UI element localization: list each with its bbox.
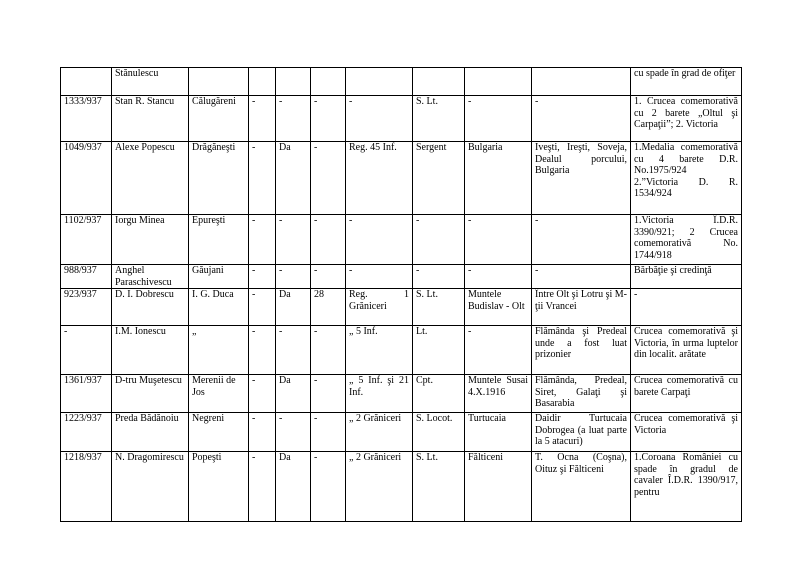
cell-col-b: -: [276, 265, 311, 289]
cell-col-a: -: [249, 96, 276, 142]
cell-decorations: -: [631, 289, 742, 326]
cell-rank: S. Lt.: [413, 452, 465, 522]
cell-col-b: Da: [276, 142, 311, 215]
cell-battles: T. Ocna (Coşna), Oituz şi Fălticeni: [532, 452, 631, 522]
cell-place: Muntele Susai 4.X.1916: [465, 375, 532, 413]
cell-name: Alexe Popescu: [112, 142, 189, 215]
cell-name: I.M. Ionescu: [112, 326, 189, 375]
cell-name: Iorgu Minea: [112, 215, 189, 265]
cell-name: Preda Bădănoiu: [112, 413, 189, 452]
cell-place: -: [465, 326, 532, 375]
cell-locality: Drăgăneşti: [189, 142, 249, 215]
cell-col-b: Da: [276, 375, 311, 413]
cell-name: N. Dragomirescu: [112, 452, 189, 522]
cell-record-number: 1049/937: [61, 142, 112, 215]
cell-locality: Negreni: [189, 413, 249, 452]
cell-place: Turtucaia: [465, 413, 532, 452]
cell-decorations: Crucea comemorativă cu barete Carpaţi: [631, 375, 742, 413]
cell-locality: Călugăreni: [189, 96, 249, 142]
cell-name: D-tru Muşetescu: [112, 375, 189, 413]
cell-decorations: Bărbăţie şi credinţă: [631, 265, 742, 289]
cell-col-c: -: [311, 452, 346, 522]
cell-rank: Sergent: [413, 142, 465, 215]
cell-unit: „ 5 Inf.: [346, 326, 413, 375]
cell-record-number: [61, 68, 112, 96]
cell-col-c: -: [311, 96, 346, 142]
cell-unit: -: [346, 215, 413, 265]
cell-unit: „ 5 Inf. şi 21 Inf.: [346, 375, 413, 413]
table-row: [61, 326, 742, 375]
cell-rank: S. Locot.: [413, 413, 465, 452]
cell-record-number: 923/937: [61, 289, 112, 326]
cell-name: Stan R. Stancu: [112, 96, 189, 142]
table-row: [61, 215, 742, 265]
cell-decorations: 1.Coroana României cu spade în gradul de cavaler Î.D.R. 1390/917, pentru: [631, 452, 742, 522]
cell-col-a: -: [249, 326, 276, 375]
records-table: [60, 67, 742, 522]
cell-col-a: -: [249, 413, 276, 452]
cell-battles: Între Olt şi Lotru şi M-ţii Vrancei: [532, 289, 631, 326]
cell-place: [465, 68, 532, 96]
table-row: [61, 68, 742, 96]
cell-battles: Daidir Turtucaia Dobrogea (a luat parte la 5 atacuri): [532, 413, 631, 452]
cell-col-b: Da: [276, 452, 311, 522]
cell-unit: -: [346, 96, 413, 142]
cell-locality: Epureşti: [189, 215, 249, 265]
cell-col-b: -: [276, 96, 311, 142]
cell-locality: Merenii de Jos: [189, 375, 249, 413]
cell-col-a: -: [249, 142, 276, 215]
cell-battles: Iveşti, Ireşti, Soveja, Dealul porcului, Bulgaria: [532, 142, 631, 215]
cell-col-c: -: [311, 142, 346, 215]
cell-unit: [346, 68, 413, 96]
cell-col-c: -: [311, 375, 346, 413]
cell-record-number: 1102/937: [61, 215, 112, 265]
cell-name: Stănulescu: [112, 68, 189, 96]
cell-battles: Flămânda, Predeal, Siret, Galaţi şi Basarabia: [532, 375, 631, 413]
cell-rank: S. Lt.: [413, 289, 465, 326]
cell-col-a: -: [249, 215, 276, 265]
cell-battles: -: [532, 215, 631, 265]
cell-record-number: 1218/937: [61, 452, 112, 522]
cell-col-a: -: [249, 375, 276, 413]
cell-decorations: 1. Crucea comemorativă cu 2 barete „Oltul şi Carpaţii”; 2. Victoria: [631, 96, 742, 142]
cell-decorations: 1.Medalia comemorativă cu 4 barete D.R. No.1975/924 2.”Victoria D. R. 1534/924: [631, 142, 742, 215]
cell-decorations: Crucea comemorativă şi Victoria: [631, 413, 742, 452]
table-row: [61, 375, 742, 413]
cell-place: -: [465, 215, 532, 265]
cell-record-number: 988/937: [61, 265, 112, 289]
cell-place: -: [465, 96, 532, 142]
cell-place: Bulgaria: [465, 142, 532, 215]
cell-locality: Găujani: [189, 265, 249, 289]
cell-rank: Cpt.: [413, 375, 465, 413]
cell-battles: -: [532, 96, 631, 142]
cell-name: D. I. Dobrescu: [112, 289, 189, 326]
cell-locality: [189, 68, 249, 96]
cell-col-b: -: [276, 413, 311, 452]
cell-unit: „ 2 Grăniceri: [346, 452, 413, 522]
cell-col-b: -: [276, 215, 311, 265]
cell-unit: Reg. 1 Grăniceri: [346, 289, 413, 326]
cell-decorations: cu spade în grad de ofiţer: [631, 68, 742, 96]
cell-battles: Flămânda şi Predeal unde a fost luat prizonier: [532, 326, 631, 375]
cell-record-number: 1361/937: [61, 375, 112, 413]
cell-unit: Reg. 45 Inf.: [346, 142, 413, 215]
cell-col-b: -: [276, 326, 311, 375]
cell-record-number: -: [61, 326, 112, 375]
cell-col-a: [249, 68, 276, 96]
cell-col-c: 28: [311, 289, 346, 326]
cell-col-a: -: [249, 265, 276, 289]
cell-col-c: [311, 68, 346, 96]
cell-col-c: -: [311, 413, 346, 452]
cell-rank: [413, 68, 465, 96]
cell-unit: -: [346, 265, 413, 289]
cell-col-c: -: [311, 326, 346, 375]
cell-col-b: [276, 68, 311, 96]
cell-col-b: Da: [276, 289, 311, 326]
table-row: [61, 413, 742, 452]
cell-decorations: Crucea comemorativă şi Victoria, în urma luptelor din localit. arătate: [631, 326, 742, 375]
cell-col-a: -: [249, 452, 276, 522]
cell-decorations: 1.Victoria Î.D.R. 3390/921; 2 Crucea comemorativă No. 1744/918: [631, 215, 742, 265]
cell-col-c: -: [311, 265, 346, 289]
cell-place: Fălticeni: [465, 452, 532, 522]
cell-battles: -: [532, 265, 631, 289]
cell-place: Muntele Budislav - Olt: [465, 289, 532, 326]
cell-rank: S. Lt.: [413, 96, 465, 142]
cell-rank: -: [413, 215, 465, 265]
cell-unit: „ 2 Grăniceri: [346, 413, 413, 452]
cell-locality: „: [189, 326, 249, 375]
table-row: [61, 142, 742, 215]
table-row: [61, 96, 742, 142]
cell-rank: Lt.: [413, 326, 465, 375]
cell-col-c: -: [311, 215, 346, 265]
table-row: [61, 265, 742, 289]
cell-col-a: -: [249, 289, 276, 326]
cell-locality: I. G. Duca: [189, 289, 249, 326]
cell-place: -: [465, 265, 532, 289]
cell-battles: [532, 68, 631, 96]
table-row: [61, 452, 742, 522]
cell-record-number: 1223/937: [61, 413, 112, 452]
cell-record-number: 1333/937: [61, 96, 112, 142]
cell-name: Anghel Paraschivescu: [112, 265, 189, 289]
table-row: [61, 289, 742, 326]
cell-locality: Popeşti: [189, 452, 249, 522]
cell-rank: -: [413, 265, 465, 289]
